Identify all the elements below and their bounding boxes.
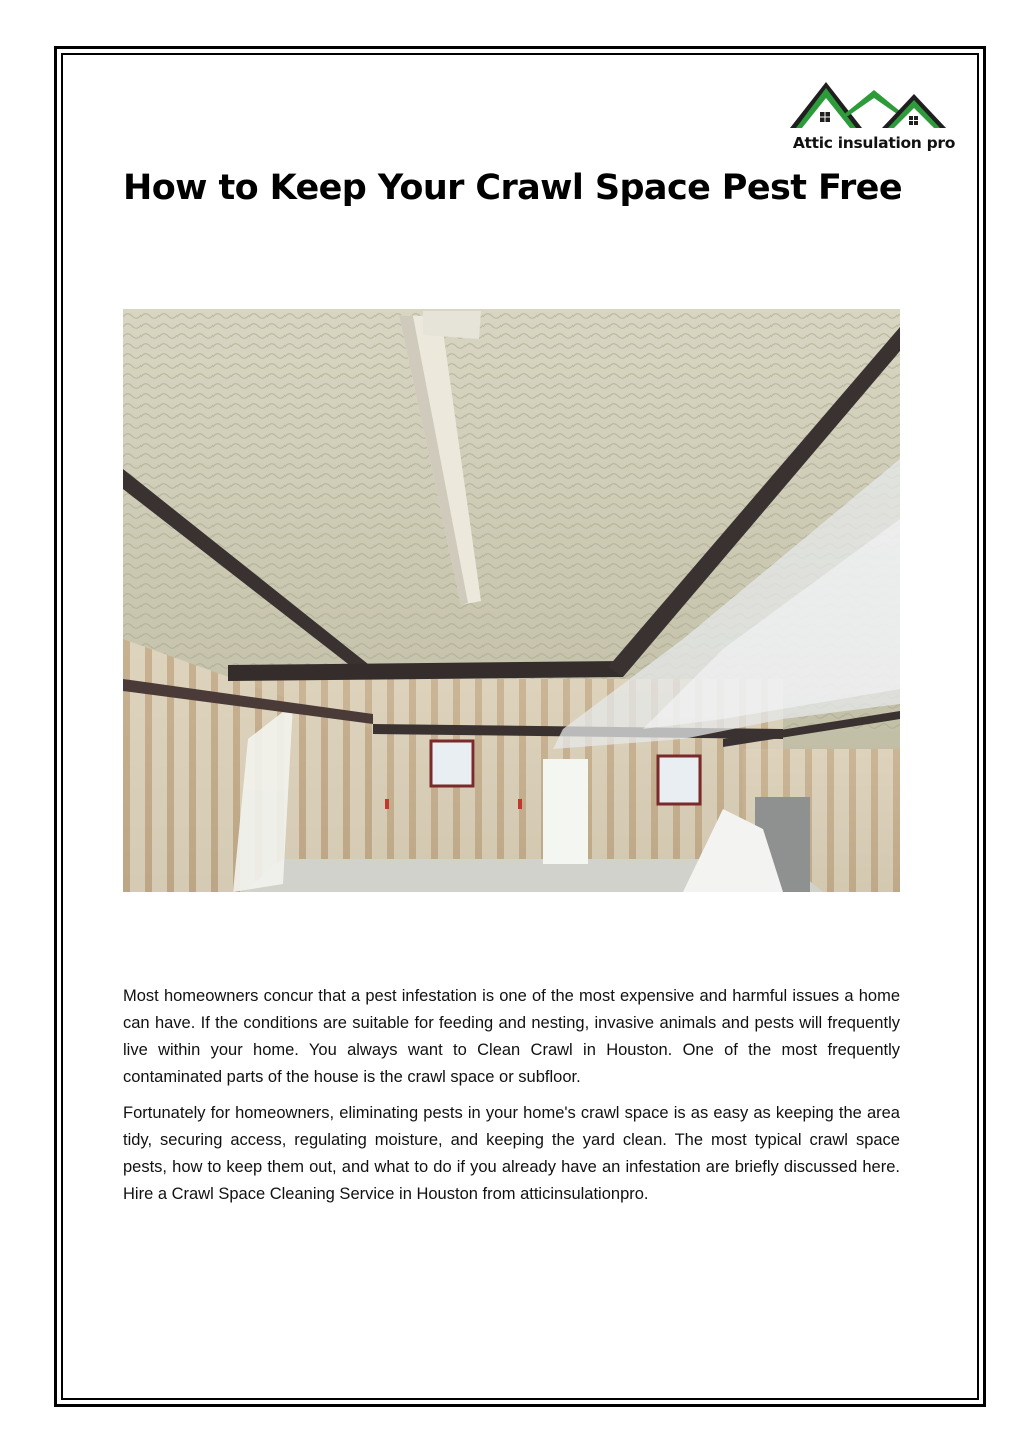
logo-text: Attic insulation pro [792,134,956,152]
crawl-space-photo [123,309,900,892]
paragraph-1: Most homeowners concur that a pest infestation is one of the most expensive and harmful issues a home can have. If the conditions are suitable for feeding and nesting, invasive animals and pests will frequently live within your home. You always want to Clean Crawl in Houston. One of the most frequently contaminated parts of the house is the crawl space or subfloor. [123,987,900,1086]
house-roofs-logo-icon [778,70,970,134]
article-body [123,983,900,1217]
crawl-space-foam-insulation-photo [123,309,900,892]
company-logo [778,70,970,162]
paragraph-2: Fortunately for homeowners, eliminating pests in your home's crawl space is as easy as keeping the area tidy, securing access, regulating moisture, and keeping the yard clean. The most typical crawl space pests, how to keep them out, and what to do if you already have an infestation are briefly discussed here. Hire a Crawl Space Cleaning Service in Houston from atticinsulationpro. [123,1104,900,1203]
page-title: How to Keep Your Crawl Space Pest Free [123,168,902,208]
